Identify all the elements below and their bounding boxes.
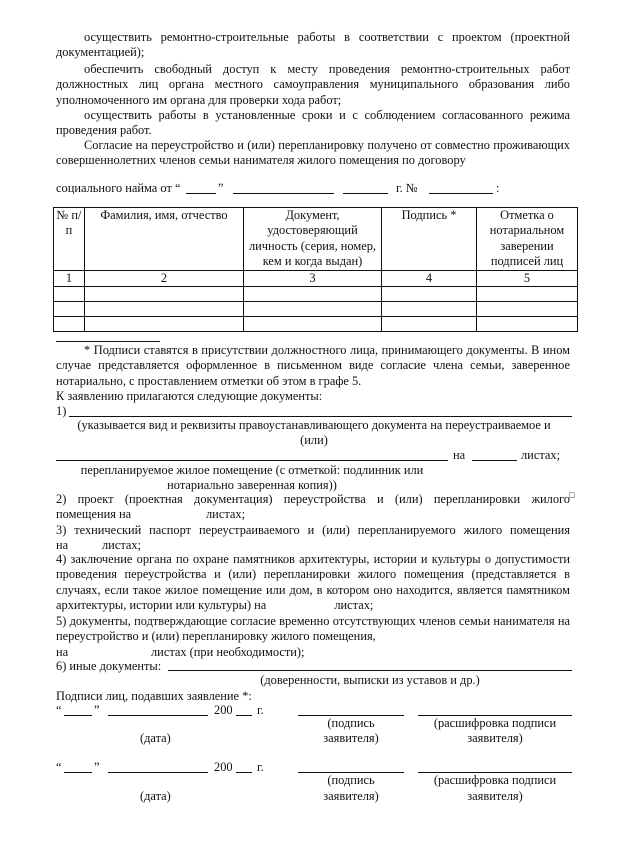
signature-decode-label: (расшифровка подписи	[433, 773, 557, 787]
members-table	[53, 207, 578, 332]
signature-label: заявителя)	[323, 731, 379, 745]
signature-date-close-quote: ”	[94, 703, 100, 717]
signature-decode-label: заявителя)	[467, 731, 523, 745]
col-signature-header: Подпись *	[382, 208, 477, 271]
attached-item-1-hint: перепланируемое жилое помещение (с отметкой: подлинник или	[80, 463, 424, 477]
intro-item-3: осуществить работы в установленные сроки и с соблюдением согласованного режима проведения работ.	[56, 108, 570, 138]
intro-item-1: осуществить ремонтно-строительные работы в соответствии с проектом (проектной документацией);	[56, 30, 570, 60]
contract-day-field[interactable]	[186, 193, 216, 194]
contract-year-field[interactable]	[343, 193, 388, 194]
table-cell[interactable]	[244, 287, 382, 302]
contract-quote-close: ”	[218, 181, 224, 195]
contract-colon: :	[496, 181, 500, 195]
attached-item-3-na: на	[56, 538, 69, 552]
signatures-title: Подписи лиц, подавших заявление *:	[56, 689, 252, 703]
table-cell[interactable]	[477, 302, 578, 317]
table-cell[interactable]	[85, 287, 244, 302]
attached-item-1-field-2[interactable]	[56, 460, 448, 461]
signature-year-suffix: г.	[257, 760, 264, 774]
signature-date-open-quote: “	[56, 703, 62, 717]
attached-item-4-body: 4) заключение органа по охране памятников архитектуры, истории и культуры о допустимости проведения переустройства и (или) перепланировки жилого помещения (представляется в случаях, если такое жилое помещение или дом, в котором оно находится, является памятником архитектуры, истории или культуры) на	[56, 552, 570, 613]
table-cell[interactable]	[477, 317, 578, 332]
col-name-header: Фамилия, имя, отчество	[85, 208, 244, 271]
attached-item-5-text	[56, 614, 570, 645]
attached-item-2-cont: помещения на	[56, 507, 132, 521]
contract-month-field[interactable]	[233, 193, 334, 194]
signature-day-field[interactable]	[64, 772, 92, 773]
table-cell[interactable]	[477, 287, 578, 302]
intro-consent: Согласие на переустройство и (или) перепланировку получено от совместно проживающих совершеннолетних членов семьи нанимателя жилого помещения по договору	[56, 138, 570, 168]
signature-day-field[interactable]	[64, 715, 92, 716]
footnote-separator	[56, 341, 160, 342]
signature-month-field[interactable]	[108, 772, 208, 773]
attached-item-3-pages-label: листах;	[102, 538, 142, 552]
table-cell[interactable]	[382, 317, 477, 332]
col-number-header: № п/п	[54, 208, 85, 271]
table-number-row	[54, 270, 578, 286]
table-row	[54, 302, 578, 317]
signature-date-label: (дата)	[140, 789, 171, 803]
attached-item-4-pages-label: листах;	[334, 598, 374, 613]
footnote: * Подписи ставятся в присутствии должностного лица, принимающего документы. В ином случае представляется оформленное в письменном виде согласие члена семьи, заверенное нотариально, с проставлением отметки об этом в графе 5.	[56, 343, 570, 388]
table-cell[interactable]	[382, 287, 477, 302]
attached-item-3: 3) технический паспорт переустраиваемого и (или) перепланируемого жилого помещения	[56, 523, 570, 537]
attached-item-1-pages-field[interactable]	[472, 460, 517, 461]
table-cell[interactable]	[54, 317, 85, 332]
intro-item-2: обеспечить свободный доступ к месту проведения ремонтно-строительных работ должностных лиц органа местного самоуправления муниципального образования либо уполномоченного им органа для проверки хода работ;	[56, 62, 570, 107]
signature-label: (подпись	[327, 773, 375, 787]
attached-item-6-field[interactable]	[168, 670, 572, 671]
table-cell[interactable]	[244, 317, 382, 332]
table-cell: 3	[244, 270, 382, 286]
table-cell[interactable]	[85, 302, 244, 317]
attached-title: К заявлению прилагаются следующие документы:	[56, 389, 323, 403]
table-cell[interactable]	[244, 302, 382, 317]
contract-number-label: г. №	[396, 181, 418, 195]
table-row	[54, 287, 578, 302]
attached-item-4-text	[56, 552, 570, 614]
signature-month-field[interactable]	[108, 715, 208, 716]
attached-item-2: 2) проект (проектная документация) переустройства и (или) перепланировки жилого	[56, 492, 570, 506]
checkbox-glyph: □	[569, 490, 575, 500]
signature-year-field[interactable]	[236, 715, 252, 716]
signature-label: заявителя)	[323, 789, 379, 803]
attached-item-1-number: 1)	[56, 404, 67, 418]
attached-item-1-hint: нотариально заверенная копия))	[167, 478, 337, 492]
contract-prefix: социального найма от “	[56, 181, 181, 195]
attached-item-1-hint: (указывается вид и реквизиты правоустанавливающего документа на переустраиваемое и	[77, 418, 551, 432]
table-cell: 1	[54, 270, 85, 286]
attached-item-1-na: на	[453, 448, 466, 462]
signature-decode-label: (расшифровка подписи	[433, 716, 557, 730]
attached-item-2-pages-label: листах;	[206, 507, 246, 521]
attached-item-5-pages-label: листах (при необходимости);	[151, 645, 305, 659]
signature-date-close-quote: ”	[94, 760, 100, 774]
table-cell[interactable]	[54, 287, 85, 302]
table-cell[interactable]	[382, 302, 477, 317]
signature-date-label: (дата)	[140, 731, 171, 745]
col-document-header: Документ, удостоверяющий личность (серия, номер, кем и когда выдан)	[244, 208, 382, 271]
attached-item-6-hint: (доверенности, выписки из уставов и др.)	[260, 673, 480, 687]
table-cell[interactable]	[85, 317, 244, 332]
col-notary-header: Отметка о нотариальном заверении подписей лиц	[477, 208, 578, 271]
attached-item-1-pages-label: листах;	[521, 448, 561, 462]
contract-number-field[interactable]	[429, 193, 493, 194]
table-cell: 2	[85, 270, 244, 286]
signature-label: (подпись	[327, 716, 375, 730]
table-cell[interactable]	[54, 302, 85, 317]
attached-item-1-field[interactable]	[69, 416, 572, 417]
signature-date-open-quote: “	[56, 760, 62, 774]
table-header-row	[54, 208, 578, 271]
attached-item-6: 6) иные документы:	[56, 659, 162, 673]
table-row	[54, 317, 578, 332]
signature-year-prefix: 200	[214, 760, 233, 774]
signature-decode-label: заявителя)	[467, 789, 523, 803]
attached-item-1-hint: (или)	[300, 433, 328, 447]
attached-item-5-body: 5) документы, подтверждающие согласие временно отсутствующих членов семьи нанимателя на переустройство и (или) перепланировку жилого помещения,	[56, 614, 570, 644]
table-cell: 5	[477, 270, 578, 286]
table-cell: 4	[382, 270, 477, 286]
attached-item-5-na: на	[56, 645, 69, 659]
signature-year-suffix: г.	[257, 703, 264, 717]
signature-year-field[interactable]	[236, 772, 252, 773]
signature-year-prefix: 200	[214, 703, 233, 717]
